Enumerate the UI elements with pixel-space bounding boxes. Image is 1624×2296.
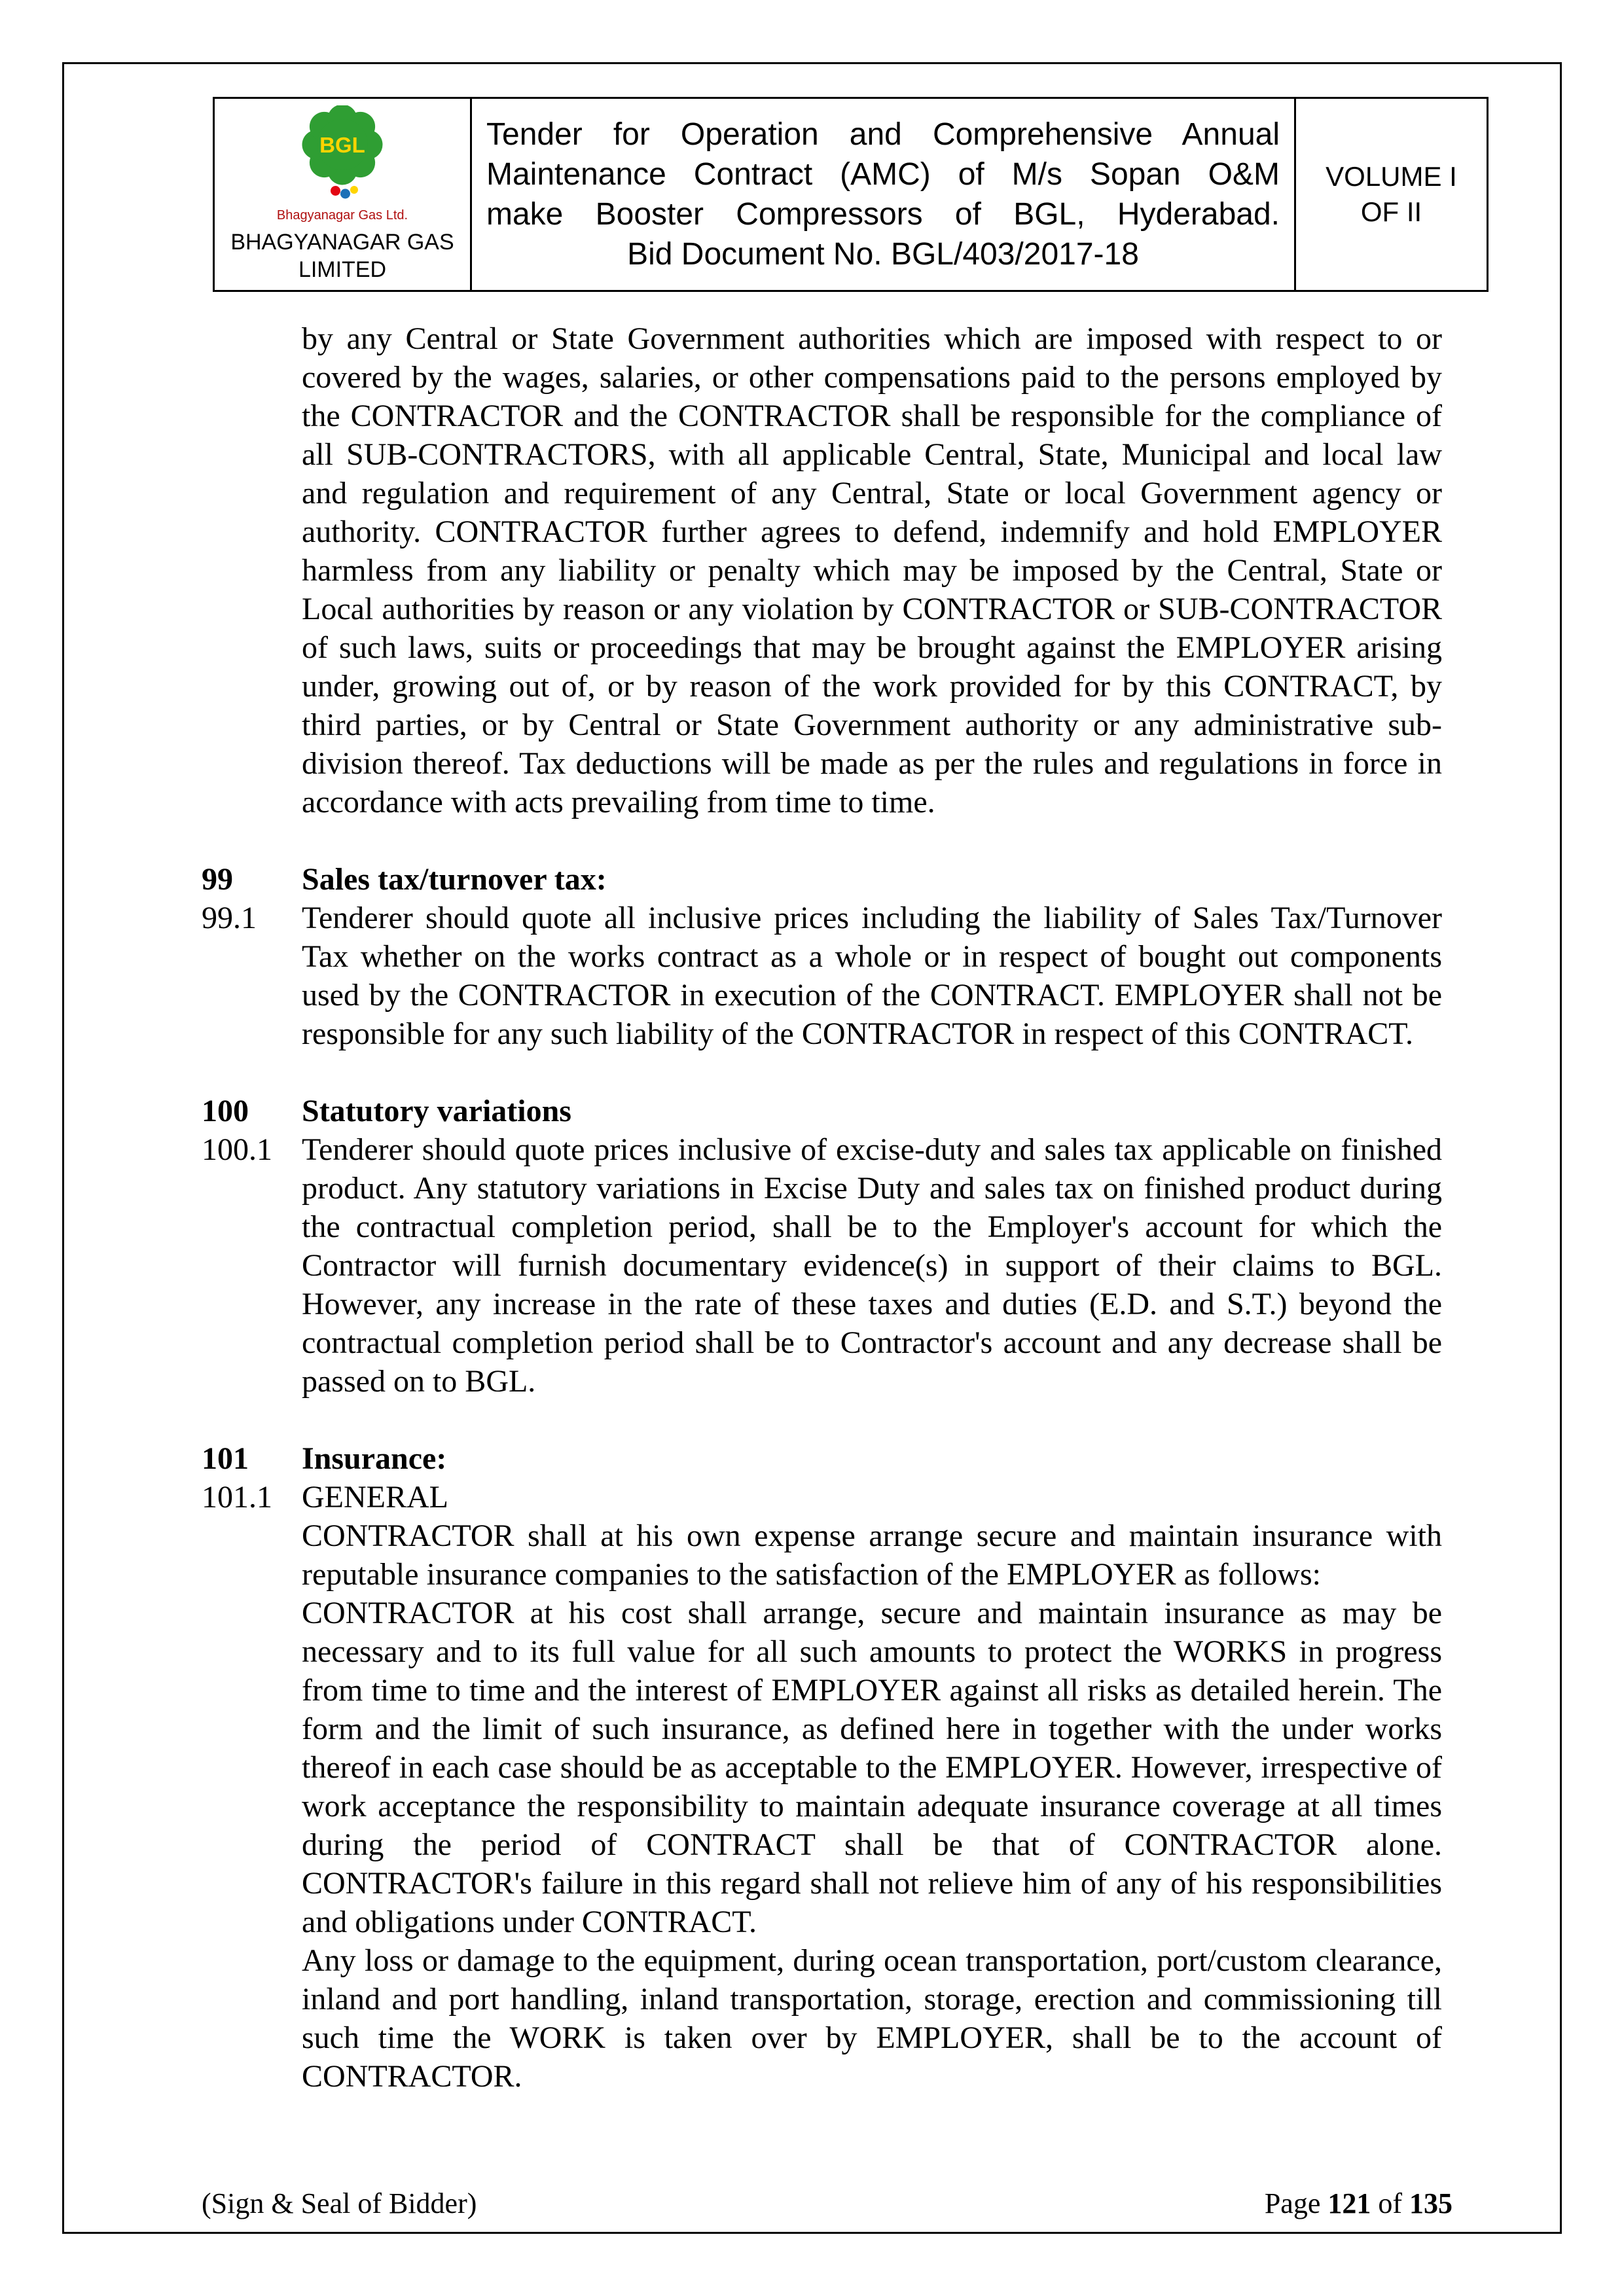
logo-yellow-drop [350,186,358,194]
section-heading: Insurance: [302,1441,447,1476]
section-heading: Sales tax/turnover tax: [302,862,607,897]
bgl-logo [293,105,391,207]
section-heading-row [202,860,1442,899]
of-label: of [1378,2187,1402,2219]
bid-document-number: Bid Document No. BGL/403/2017-18 [627,237,1139,272]
header-table [213,97,1489,292]
clause-row [202,1130,1442,1401]
logo-cell [214,98,471,291]
page-label: Page [1264,2187,1321,2219]
clause-paragraph: CONTRACTOR shall at his own expense arrange secure and maintain insurance with reputable insurance companies to the satisfaction of the EMPLOYER as follows: [302,1518,1442,1592]
logo-red-drop [331,186,340,196]
section-heading-row [202,1439,1442,1478]
tender-title-line-2: Maintenance Contract (AMC) of M/s Sopan O&M [486,157,1280,192]
header-title-cell [471,98,1295,291]
clause-number: 100.1 [202,1132,272,1167]
logo-blue-drop [340,189,350,199]
clause-paragraph: Tenderer should quote all inclusive prices including the liability of Sales Tax/Turnover Tax whether on the works contract as a whole or in respect of bought out components used by the CONTRACTOR in execution of the CONTRACT. EMPLOYER shall not be responsible for any such liability of the CONTRACTOR in respect of this CONTRACT. [302,901,1442,1051]
clause-paragraph: GENERAL [302,1480,448,1515]
section-heading-row [202,1092,1442,1130]
tender-title-line-3: make Booster Compressors of BGL, Hyderabad. [486,197,1280,232]
logo-text: BGL [319,133,365,157]
clause-paragraph: CONTRACTOR at his cost shall arrange, secure and maintain insurance as may be necessary and to its full value for all such amounts to protect the WORKS in progress from time to time and the interest of EMPLOYER against all risks as detailed herein. The form and the limit of such insurance, as defined here in together with the under works thereof in each case should be as acceptable to the EMPLOYER. However, irrespective of work acceptance the responsibility to maintain adequate insurance coverage at all times during the period of CONTRACT shall be that of CONTRACTOR alone. CONTRACTOR's failure in this regard shall not relieve him of any of his responsibilities and obligations under CONTRACT. [302,1596,1442,1939]
clause-row [202,1478,1442,2096]
section-heading: Statutory variations [302,1094,571,1128]
section-100 [202,1092,1442,1401]
page-border [62,62,1562,2234]
intro-paragraph: by any Central or State Government authorities which are imposed with respect to or covered by the wages, salaries, or other compensations paid to the persons employed by the CONTRACTOR and the CONTRACTOR shall be responsible for the compliance of all SUB-CONTRACTORS, with all applicable Central, State, Municipal and local law and regulation and requirement of any Central, State or local Government agency or authority. CONTRACTOR further agrees to defend, indemnify and hold EMPLOYER harmless from any liability or penalty which may be imposed by the Central, State or Local authorities by reason or any violation by CONTRACTOR or SUB-CONTRACTOR of such laws, suits or proceedings that may be brought against the EMPLOYER arising under, growing out of, or by reason of the work provided for by this CONTRACT, by third parties, or by Central or State Government authority or any administrative sub-division thereof. Tax deductions will be made as per the rules and regulations in force in accordance with acts prevailing from time to time. [302,321,1442,819]
document-content [202,319,1442,2096]
volume-line-1: VOLUME I [1326,161,1457,192]
clause-paragraph: Any loss or damage to the equipment, during ocean transportation, port/custom clearance, inland and port handling, inland transportation, storage, erection and commissioning till such time the WORK is taken over by EMPLOYER, shall be to the account of CONTRACTOR. [302,1943,1442,2094]
volume-cell [1295,98,1488,291]
page-number-indicator [1265,2186,1453,2221]
clause-text [302,1478,1442,2096]
intro-paragraph-row [202,319,1442,821]
org-name [219,228,466,283]
section-number: 100 [202,1094,249,1128]
section-101 [202,1439,1442,2096]
section-number: 101 [202,1441,249,1476]
sign-seal-note: (Sign & Seal of Bidder) [202,2187,477,2219]
tender-title-line-1: Tender for Operation and Comprehensive Annual [486,117,1280,152]
clause-text [302,1130,1442,1401]
section-number: 99 [202,862,233,897]
clause-text [302,899,1442,1053]
org-name-line2: LIMITED [298,257,387,282]
clause-row [202,899,1442,1053]
org-name-line1: BHAGYANAGAR GAS [230,230,454,255]
clause-number: 99.1 [202,901,257,935]
volume-line-2: OF II [1360,196,1422,227]
page-footer [202,2186,1453,2221]
clause-number: 101.1 [202,1480,272,1515]
logo-caption: Bhagyanagar Gas Ltd. [276,208,408,223]
clause-paragraph: Tenderer should quote prices inclusive of excise-duty and sales tax applicable on finished product. Any statutory variations in Excise Duty and sales tax on finished product during the contractual completion period, shall be to the Employer's account for which the Contractor will furnish documentary evidence(s) in support of their claims to BGL. However, any increase in the rate of these taxes and duties (E.D. and S.T.) beyond the contractual completion period shall be to Contractor's account and any decrease shall be passed on to BGL. [302,1132,1442,1399]
bgl-logo-icon [293,105,391,204]
total-pages: 135 [1409,2187,1453,2219]
section-99 [202,860,1442,1053]
page-number: 121 [1327,2187,1371,2219]
